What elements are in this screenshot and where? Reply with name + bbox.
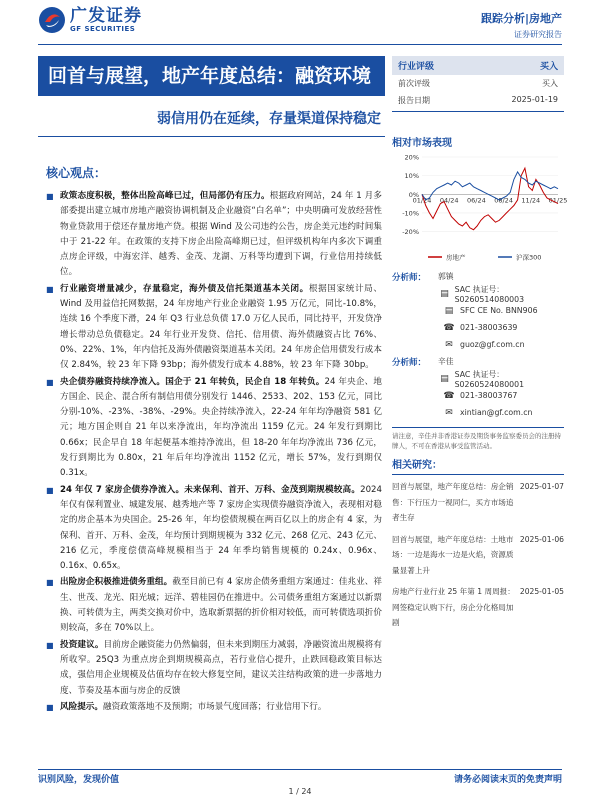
- footer-disclaimer-link[interactable]: 请务必阅读末页的免责声明: [453, 775, 562, 785]
- x-tick-label: 01/25: [548, 196, 568, 205]
- logo-subtext: GF SECURITIES: [70, 25, 136, 33]
- paragraph-body: 融资政策落地不及预期；市场景气度回落；行业信用下行。: [102, 701, 327, 712]
- analyst-2-label: 分析师：: [392, 357, 427, 368]
- analyst-disclaimer: 请注意，辛佳并非香港证券及期货事务监察委员会的注册持牌人，不可在香港从事受监管活动。: [392, 427, 564, 451]
- bullet-icon: ■: [46, 284, 54, 294]
- paragraph: [46, 700, 382, 715]
- report-type: 证券研究报告: [514, 30, 562, 39]
- analyst-1-sac: SAC 执证号：S0260514080003: [454, 284, 525, 304]
- paragraph: [46, 638, 382, 699]
- analyst-1-phone: 021-38003639: [460, 323, 518, 332]
- related-item[interactable]: [392, 532, 564, 579]
- analyst-1-sfc: SFC CE No. BNN906: [460, 306, 538, 315]
- report-title: 回首与展望，地产年度总结：融资环境: [38, 56, 385, 96]
- report-category: 跟踪分析|房地产: [480, 12, 562, 25]
- x-tick-label: 06/24: [467, 196, 486, 205]
- gf-logo-icon: [38, 6, 66, 34]
- paragraph: [46, 375, 382, 482]
- analyst-2-name: 辛佳: [438, 357, 454, 366]
- id-card-icon: ▤: [444, 305, 454, 316]
- paragraph-body: 24 年央企、地方国企、民企、混合所有制信用债分别发行 1446、2533、202、153 亿元，同比分别-10%、-23%、-38%、-29%。央企持续净流入，22-24 年年均净融资 581 亿元；地方国企则自 21 年以来净流出，年均净流出 1159 亿元。24 年发行到期比 0.66x；民企早自 18 年起便基本维持净流出，但 18-20 年年均净流出 736 亿元，发行到期比为 0.80x，21 年后年均净流出 1152 亿元，增长 57%，发行到期仅 0.31x。: [60, 376, 382, 479]
- paragraph-body: 目前房企融资能力仍然偏弱，但未来到期压力减弱，净融资流出规模将有所收窄。25Q3 为重点房企到期规模高点，若行业信心提升，止跌回稳政策目标达成，强信用企业规模及估值均存在较大修复空间，建议关注结构政策的进一步落地力度、节奏及基本面与房企的反馈: [60, 639, 382, 696]
- paragraph: [46, 282, 382, 374]
- paragraph-body: 根据政府网站，24 年 1 月多部委提出建立城市房地产融资协调机制及企业融资“白名单”；中央明确可发放经营性物业贷款用于偿还存量房地产贷。根据 Wind 及公司违约公告，房企美元违约时间集中于 21-22 年。在政策的支持下房企出险高峰期已过，但评级机构年内多次下调重点房企评级，中海宏洋、越秀、金茂、龙湖、万科等均遭到下调，行业信用持续低位。: [60, 191, 382, 278]
- analyst-2-sac: SAC 执证号：S0260524080001: [454, 369, 525, 389]
- paragraph-lead: 央企债券融资持续净流入。国企于 21 年转负，民企自 18 年转负。: [60, 376, 325, 387]
- rating-value: 买入: [539, 62, 558, 72]
- related-item[interactable]: [392, 584, 564, 631]
- paragraph-lead: 24 年仅 7 家房企债券净流入。未来保利、首开、万科、金茂到期规模较高。: [60, 484, 361, 495]
- paragraph-body: 根据国家统计局、Wind 及用益信托网数据，24 年房地产行业企业融资 1.95 万亿元，同比-10.8%，连续 16 个季度下滑，24 年 Q3 行业总负债 17.0 万亿人民币，同比持平，开发贷净增长带动总负债稳定。24 年行业开发贷、信托、信用债、海外债融资占比 76%、0%、22%、1%，年内信托及海外债融资渠道基本关闭。24 年房企信用债发行成本仅 2.84%，较 23 年下降 93bp；海外债发行成本 4.88%，较 23 年下降 30bp。: [60, 283, 382, 371]
- chart-svg: [392, 153, 568, 271]
- page-number: 1 / 24: [288, 787, 312, 796]
- x-tick-label: 01/24: [412, 196, 432, 205]
- company-logo: [38, 6, 142, 34]
- analyst-2-phone: 021-38003767: [460, 391, 518, 400]
- report-subtitle: 弱信用仍在延续，存量渠道保持稳定: [38, 96, 385, 137]
- related-item-date: 2025-01-06: [519, 534, 564, 544]
- x-tick-label: 11/24: [521, 196, 541, 205]
- analyst-panel: [392, 268, 564, 451]
- paragraph: [46, 483, 382, 575]
- legend-label: 房地产: [446, 253, 466, 262]
- paragraph-lead: 行业融资增量减少，存量稳定，海外债及信托渠道基本关闭。: [60, 283, 309, 294]
- bullet-icon: ■: [46, 377, 54, 387]
- x-tick-label: 04/24: [439, 196, 459, 205]
- email-icon: ✉: [445, 407, 453, 418]
- analyst-1-name: 郭镇: [438, 272, 454, 281]
- bullet-icon: ■: [46, 702, 54, 712]
- legend-label: 沪深300: [516, 253, 542, 262]
- paragraph-lead: 政策态度积极，整体出险高峰已过，但局部仍有压力。: [60, 191, 270, 201]
- logo-text: 广发证券: [70, 6, 142, 26]
- paragraph-body: 截至目前已有 4 家房企债务重组方案通过：佳兆业、祥生、世茂、龙光、阳光城；远洋、碧桂园仍在推进中。公司债务重组方案通过以新票换、可转债为主，两类交换对价中，选取新票据的折价相对较低，而可转债选项折价则较高，多在 70%以上。: [60, 577, 382, 634]
- rating-panel: [392, 56, 564, 114]
- paragraph-lead: 投资建议。: [60, 639, 104, 650]
- x-tick-label: 08/24: [494, 196, 513, 205]
- paragraph: [46, 189, 382, 281]
- y-tick-label: 10%: [404, 172, 419, 181]
- id-card-icon: ▤: [440, 373, 449, 384]
- related-item-date: 2025-01-05: [519, 587, 564, 596]
- email-icon: ✉: [445, 339, 453, 350]
- y-tick-label: 0%: [408, 190, 419, 199]
- header-divider: [38, 44, 562, 45]
- related-item[interactable]: [392, 479, 564, 526]
- bullet-icon: ■: [46, 485, 54, 495]
- phone-icon: ☎: [443, 322, 455, 333]
- rating-label: 行业评级: [398, 62, 435, 72]
- related-item-text[interactable]: 回首与展望，地产年度总结：土地市场：一边是海水一边是火焰，资源质量显著上升: [392, 534, 514, 575]
- analyst-1-email[interactable]: guoz@gf.com.cn: [460, 340, 525, 349]
- related-title: 相关研究：: [392, 456, 564, 475]
- id-card-icon: ▤: [440, 288, 449, 299]
- core-views: [46, 164, 382, 716]
- related-item-text[interactable]: 房地产行业行业 25 年第 1 周周报：网签稳定认购下行，房企分化格局加剧: [392, 587, 515, 627]
- bullet-icon: ■: [46, 192, 54, 201]
- page-header: [0, 0, 600, 44]
- footer-slogan: 识别风险，发现价值: [38, 775, 120, 785]
- y-tick-label: -10%: [402, 209, 419, 218]
- related-research: [392, 456, 564, 637]
- prev-rating-value: 买入: [542, 79, 558, 88]
- analyst-1-label: 分析师：: [392, 272, 427, 283]
- related-item-text[interactable]: 回首与展望，地产年度总结：房企销售：下行压力一视同仁，买方市场追者生存: [392, 482, 514, 522]
- related-item-date: 2025-01-07: [519, 482, 564, 491]
- footer-divider: [38, 769, 562, 770]
- y-tick-label: -20%: [402, 228, 419, 237]
- paragraph: [46, 575, 382, 636]
- core-views-title: 核心观点：: [46, 166, 107, 180]
- paragraph-lead: 风险提示。: [60, 701, 103, 712]
- paragraph-body: 2024 年仅有保利置业、城建发展、越秀地产等 7 家房企实现债券融资净流入，表现相对稳定的房企基本为央国企。25-26 年，年均偿债规模在两百亿以上的房企有 4 家，为保利、首开、万科、金茂，年均预计到期规模为 332 亿元、268 亿元、243 亿元、216 亿元，季度偿债高峰规模相当于 24 年季均销售规模的 0.24x、0.96x、0.16x、0.65x。: [60, 484, 382, 572]
- report-date-value: 2025-01-19: [511, 95, 558, 104]
- paragraph-lead: 出险房企积极推进债务重组。: [60, 577, 173, 588]
- bullet-icon: ■: [46, 578, 54, 588]
- relative-performance-chart: [392, 134, 568, 275]
- bullet-icon: ■: [46, 640, 54, 650]
- analyst-2-email[interactable]: xintian@gf.com.cn: [460, 408, 533, 417]
- phone-icon: ☎: [443, 390, 455, 401]
- prev-rating-label: 前次评级: [398, 79, 430, 88]
- chart-title: 相对市场表现: [392, 138, 452, 149]
- y-tick-label: 20%: [404, 153, 419, 162]
- report-date-label: 报告日期: [398, 96, 430, 105]
